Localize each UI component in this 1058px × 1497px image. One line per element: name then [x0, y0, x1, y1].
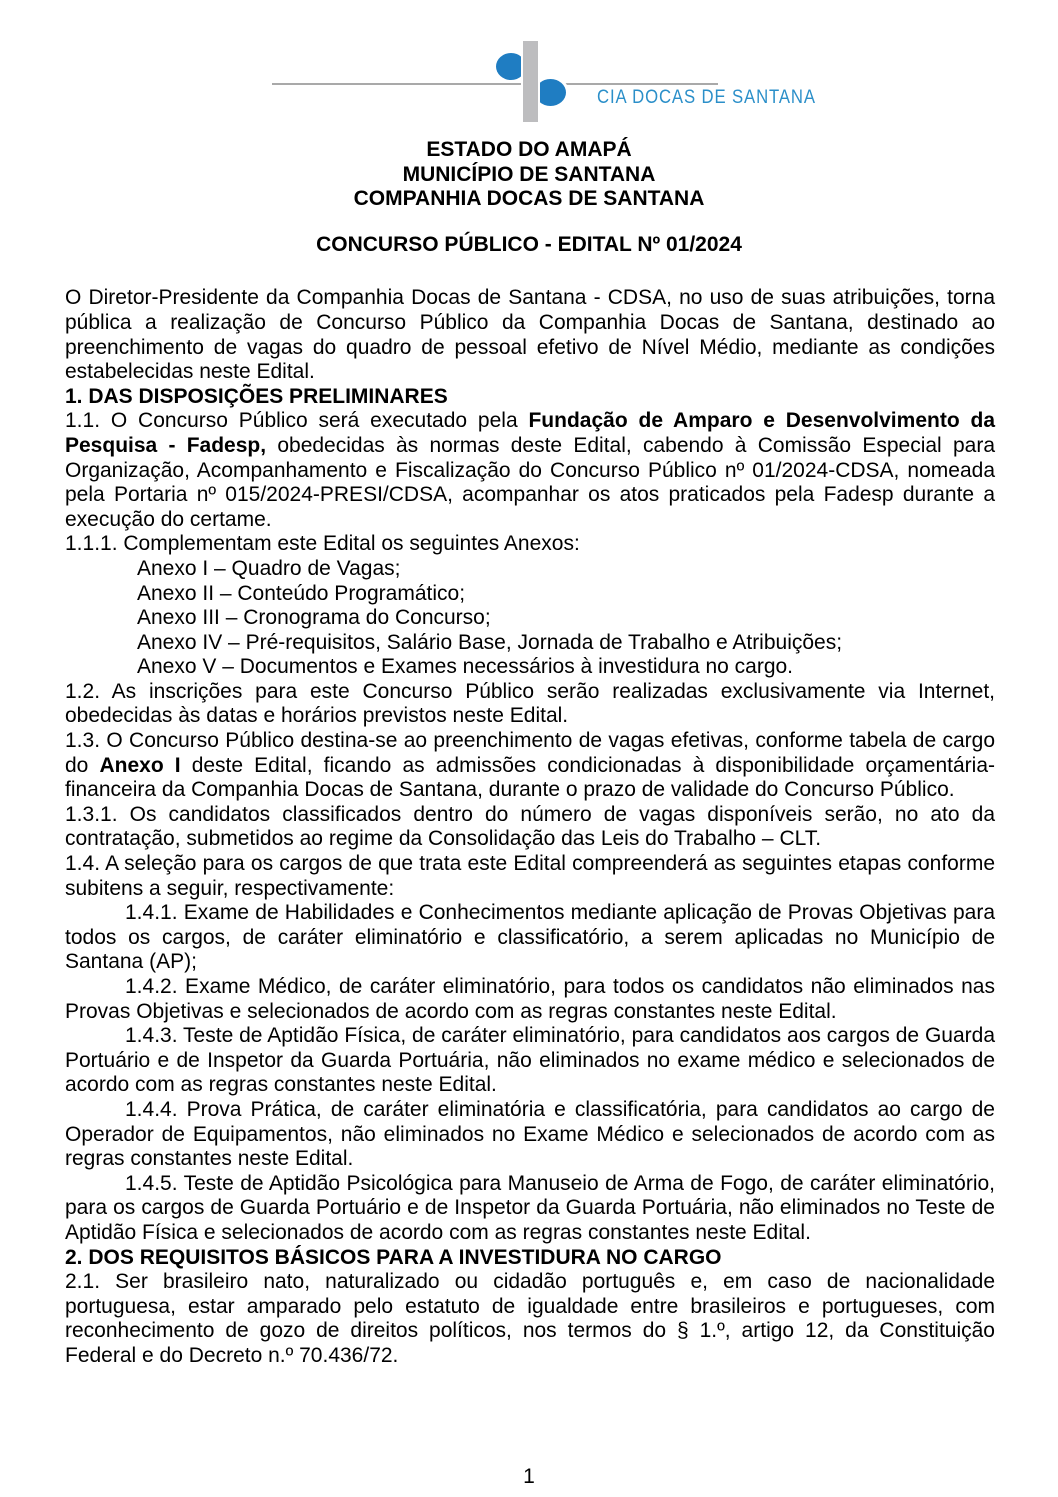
item-1-3-text-cont: deste Edital, ficando as admissões condicionadas à disponibilidade orçamentária-financeira da Companhia Docas de Santana, durante o prazo de validade do Concurso Público. — [65, 753, 995, 802]
item-1-3-bold: Anexo I — [99, 753, 181, 777]
logo-horizontal-rule — [272, 83, 718, 85]
item-1-1-text: 1.1. O Concurso Público será executado pela — [65, 409, 529, 433]
item-1-1 — [65, 409, 995, 532]
section-1-heading: 1. DAS DISPOSIÇÕES PRELIMINARES — [65, 384, 448, 408]
item-1-1-text-cont: obedecidas às normas deste Edital, cabendo à Comissão Especial para Organização, Acompanhamento e Fiscalização do Concurso Público nº 01/2024-CDSA, nomeada pela Portaria nº 015/2024-PRESI/CDSA, acompanhar os atos praticados pela Fadesp durante a execução do certame. — [65, 433, 995, 531]
cdsa-logo — [0, 0, 1058, 128]
item-1-3-text: 1.3. O Concurso Público destina-se ao preenchimento de vagas efetivas, conforme tabela de cargo do — [65, 729, 995, 777]
annex-list-item: Anexo I – Quadro de Vagas; — [137, 556, 401, 580]
intro-paragraph: O Diretor-Presidente da Companhia Docas de Santana - CDSA, no uso de suas atribuições, torna pública a realização de Concurso Público da Companhia Docas de Santana, destinado ao preenchimento de vagas do quadro de pessoal efetivo de Nível Médio, mediante as condições estabelecidas neste Edital. — [65, 286, 995, 384]
header-state: ESTADO DO AMAPÁ — [426, 138, 632, 161]
logo-vertical-bar-icon — [521, 41, 540, 122]
item-1-4-2: 1.4.2. Exame Médico, de caráter eliminatório, para todos os candidatos não eliminados nas Provas Objetivas e selecionados de acordo com as regras constantes neste Edital. — [65, 975, 995, 1023]
annex-list — [65, 557, 995, 680]
item-1-2: 1.2. As inscrições para este Concurso Público serão realizadas exclusivamente via Internet, obedecidas às datas e horários previstos neste Edital. — [65, 679, 995, 728]
item-1-4-1: 1.4.1. Exame de Habilidades e Conhecimentos mediante aplicação de Provas Objetivas para todos os cargos, de caráter eliminatório e classificatório, a serem aplicadas no Município de Santana (AP); — [65, 901, 995, 974]
item-1-1-1: 1.1.1. Complementam este Edital os seguintes Anexos: — [65, 532, 580, 556]
item-1-4: 1.4. A seleção para os cargos de que trata este Edital compreenderá as seguintes etapas conforme subitens a seguir, respectivamente: — [65, 852, 995, 900]
annex-list-item: Anexo IV – Pré-requisitos, Salário Base, Jornada de Trabalho e Atribuições; — [137, 630, 843, 654]
header-company: COMPANHIA DOCAS DE SANTANA — [353, 187, 705, 211]
page-number: 1 — [523, 1465, 535, 1489]
item-1-1-bold: Fundação de Amparo e Desenvolvimento da Pesquisa - Fadesp, — [65, 409, 995, 457]
item-2-1: 2.1. Ser brasileiro nato, naturalizado ou cidadão português e, em caso de nacionalidade portuguesa, estar amparado pelo estatuto de igualdade entre brasileiros e portugueses, com reconhecimento de gozo de direitos políticos, nos termos do § 1.º, artigo 12, da Constituição Federal e do Decreto n.º 70.436/72. — [65, 1270, 995, 1367]
item-1-4-5: 1.4.5. Teste de Aptidão Psicológica para Manuseio de Arma de Fogo, de caráter eliminatório, para os cargos de Guarda Portuário e de Inspetor da Guarda Portuária, não eliminados no Teste de Aptidão Física e selecionados de acordo com as regras constantes neste Edital. — [65, 1171, 995, 1244]
document-title: CONCURSO PÚBLICO - EDITAL Nº 01/2024 — [316, 232, 742, 256]
document-header — [0, 138, 1058, 212]
item-1-3 — [65, 729, 995, 803]
item-1-4-3: 1.4.3. Teste de Aptidão Física, de caráter eliminatório, para candidatos aos cargos de Guarda Portuário e de Inspetor da Guarda Portuária, não eliminados no exame médico e selecionados de acordo com as regras constantes neste Edital. — [65, 1024, 995, 1097]
annex-list-item: Anexo II – Conteúdo Programático; — [137, 581, 466, 605]
section-2-heading: 2. DOS REQUISITOS BÁSICOS PARA A INVESTIDURA NO CARGO — [65, 1245, 722, 1269]
annex-list-item: Anexo III – Cronograma do Concurso; — [137, 606, 491, 630]
logo-wordmark: CIA DOCAS DE SANTANA — [597, 87, 816, 108]
item-1-4-4: 1.4.4. Prova Prática, de caráter eliminatória e classificatória, para candidatos ao cargo de Operador de Equipamentos, não eliminados no Exame Médico e selecionados de acordo com as regras constantes neste Edital. — [65, 1097, 995, 1171]
header-municipality: MUNICÍPIO DE SANTANA — [402, 162, 656, 186]
document-body — [65, 286, 995, 1368]
item-1-3-1: 1.3.1. Os candidatos classificados dentro do número de vagas disponíveis serão, no ato da contratação, submetidos ao regime da Consolidação das Leis do Trabalho – CLT. — [65, 802, 995, 851]
annex-list-item: Anexo V – Documentos e Exames necessários à investidura no cargo. — [137, 655, 794, 679]
